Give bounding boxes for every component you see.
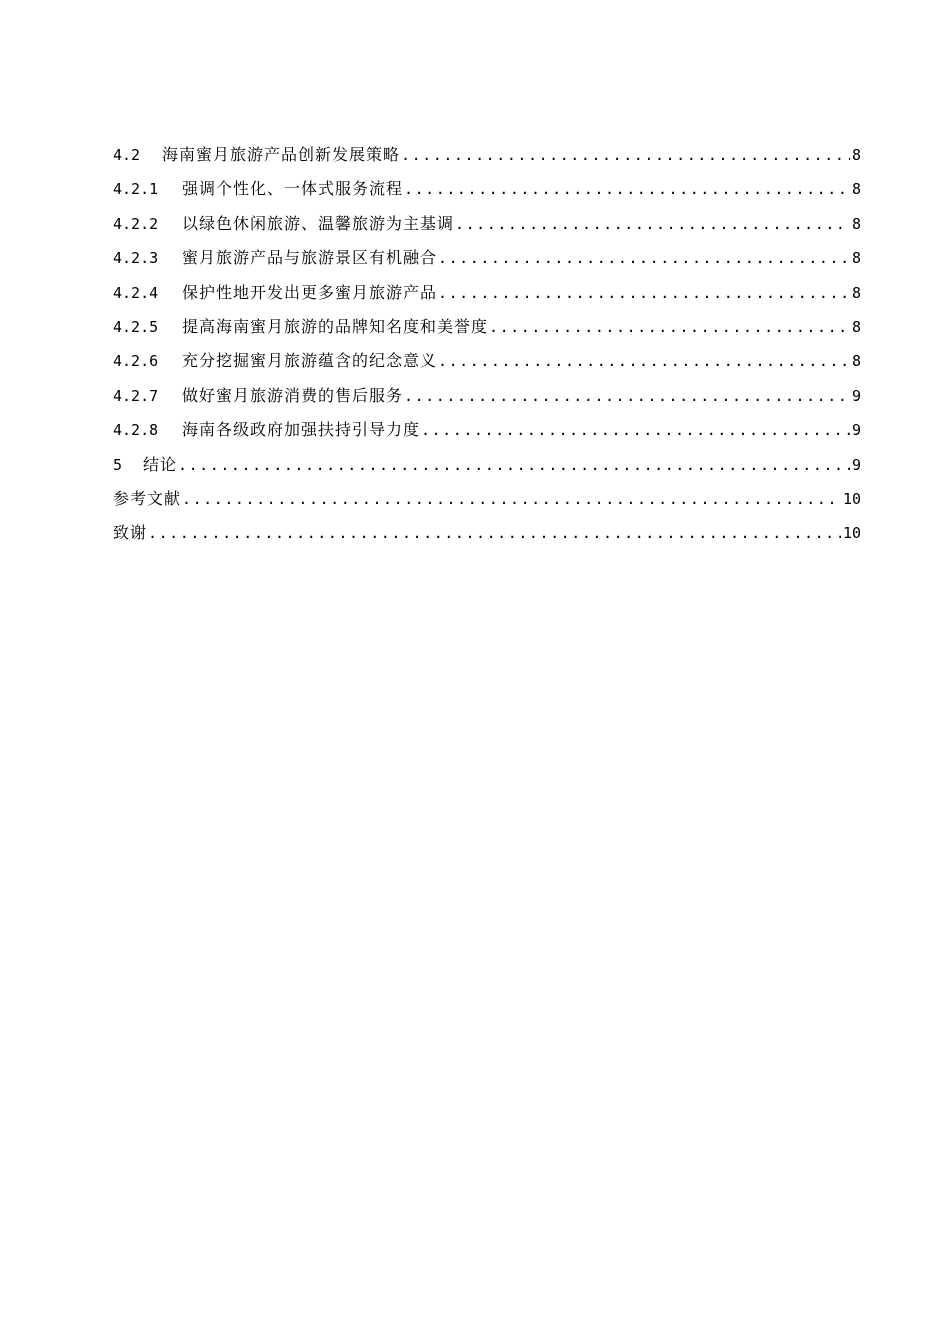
toc-entry-page: 10 (842, 524, 861, 543)
toc-entry-title: 充分挖掘蜜月旅游蕴含的纪念意义 (182, 351, 438, 371)
toc-entry-page: 8 (851, 317, 861, 336)
toc-entry-page: 9 (851, 455, 861, 474)
toc-leader-dots (182, 482, 841, 516)
toc-entry-page: 8 (851, 180, 861, 199)
table-of-contents (113, 138, 861, 551)
toc-entry-acknowledgements[interactable] (113, 516, 861, 550)
toc-entry-4-2-2[interactable] (113, 207, 861, 241)
toc-entry-title: 结论 (143, 454, 178, 474)
toc-entry-page: 8 (851, 146, 861, 164)
toc-entry-page: 9 (851, 386, 861, 405)
toc-entry-4-2-5[interactable] (113, 310, 861, 344)
toc-leader-dots (404, 172, 850, 206)
toc-entry-number: 5 (113, 455, 123, 474)
toc-entry-page: 8 (851, 214, 861, 233)
toc-leader-dots (438, 276, 850, 310)
toc-entry-5[interactable] (113, 448, 861, 482)
toc-entry-title: 保护性地开发出更多蜜月旅游产品 (182, 282, 438, 302)
toc-leader-dots (438, 344, 850, 378)
toc-entry-page: 10 (842, 489, 861, 508)
toc-entry-4-2[interactable] (113, 138, 861, 172)
toc-entry-4-2-8[interactable] (113, 413, 861, 447)
toc-leader-dots (148, 516, 841, 550)
toc-entry-4-2-1[interactable] (113, 172, 861, 206)
toc-entry-number: 4.2 (113, 146, 141, 164)
toc-entry-page: 8 (851, 283, 861, 302)
toc-leader-dots (489, 310, 850, 344)
toc-entry-title: 强调个性化、一体式服务流程 (182, 179, 404, 199)
toc-entry-title: 海南各级政府加强扶持引导力度 (182, 420, 421, 440)
toc-entry-number: 4.2.2 (113, 214, 159, 233)
toc-entry-title: 提高海南蜜月旅游的品牌知名度和美誉度 (182, 316, 489, 336)
toc-entry-number: 4.2.3 (113, 249, 159, 268)
toc-entry-4-2-3[interactable] (113, 241, 861, 275)
toc-entry-number: 4.2.1 (113, 180, 159, 199)
toc-entry-title: 以绿色休闲旅游、温馨旅游为主基调 (182, 213, 455, 233)
toc-leader-dots (404, 379, 850, 413)
toc-entry-title: 做好蜜月旅游消费的售后服务 (182, 385, 404, 405)
toc-entry-4-2-6[interactable] (113, 344, 861, 378)
toc-entry-number: 4.2.6 (113, 352, 159, 371)
toc-entry-number: 4.2.4 (113, 283, 159, 302)
toc-leader-dots (421, 413, 850, 447)
toc-leader-dots (401, 138, 850, 172)
toc-entry-title: 致谢 (113, 523, 148, 543)
toc-entry-page: 8 (851, 352, 861, 371)
toc-entry-number: 4.2.7 (113, 386, 159, 405)
toc-entry-title: 参考文献 (113, 488, 182, 508)
toc-entry-4-2-4[interactable] (113, 276, 861, 310)
toc-entry-page: 8 (851, 249, 861, 268)
toc-entry-number: 4.2.8 (113, 421, 159, 440)
toc-entry-title: 海南蜜月旅游产品创新发展策略 (162, 145, 401, 164)
toc-entry-references[interactable] (113, 482, 861, 516)
toc-leader-dots (178, 448, 850, 482)
toc-leader-dots (438, 241, 850, 275)
toc-leader-dots (455, 207, 850, 241)
toc-entry-title: 蜜月旅游产品与旅游景区有机融合 (182, 248, 438, 268)
toc-entry-4-2-7[interactable] (113, 379, 861, 413)
toc-entry-number: 4.2.5 (113, 317, 159, 336)
toc-entry-page: 9 (851, 421, 861, 440)
